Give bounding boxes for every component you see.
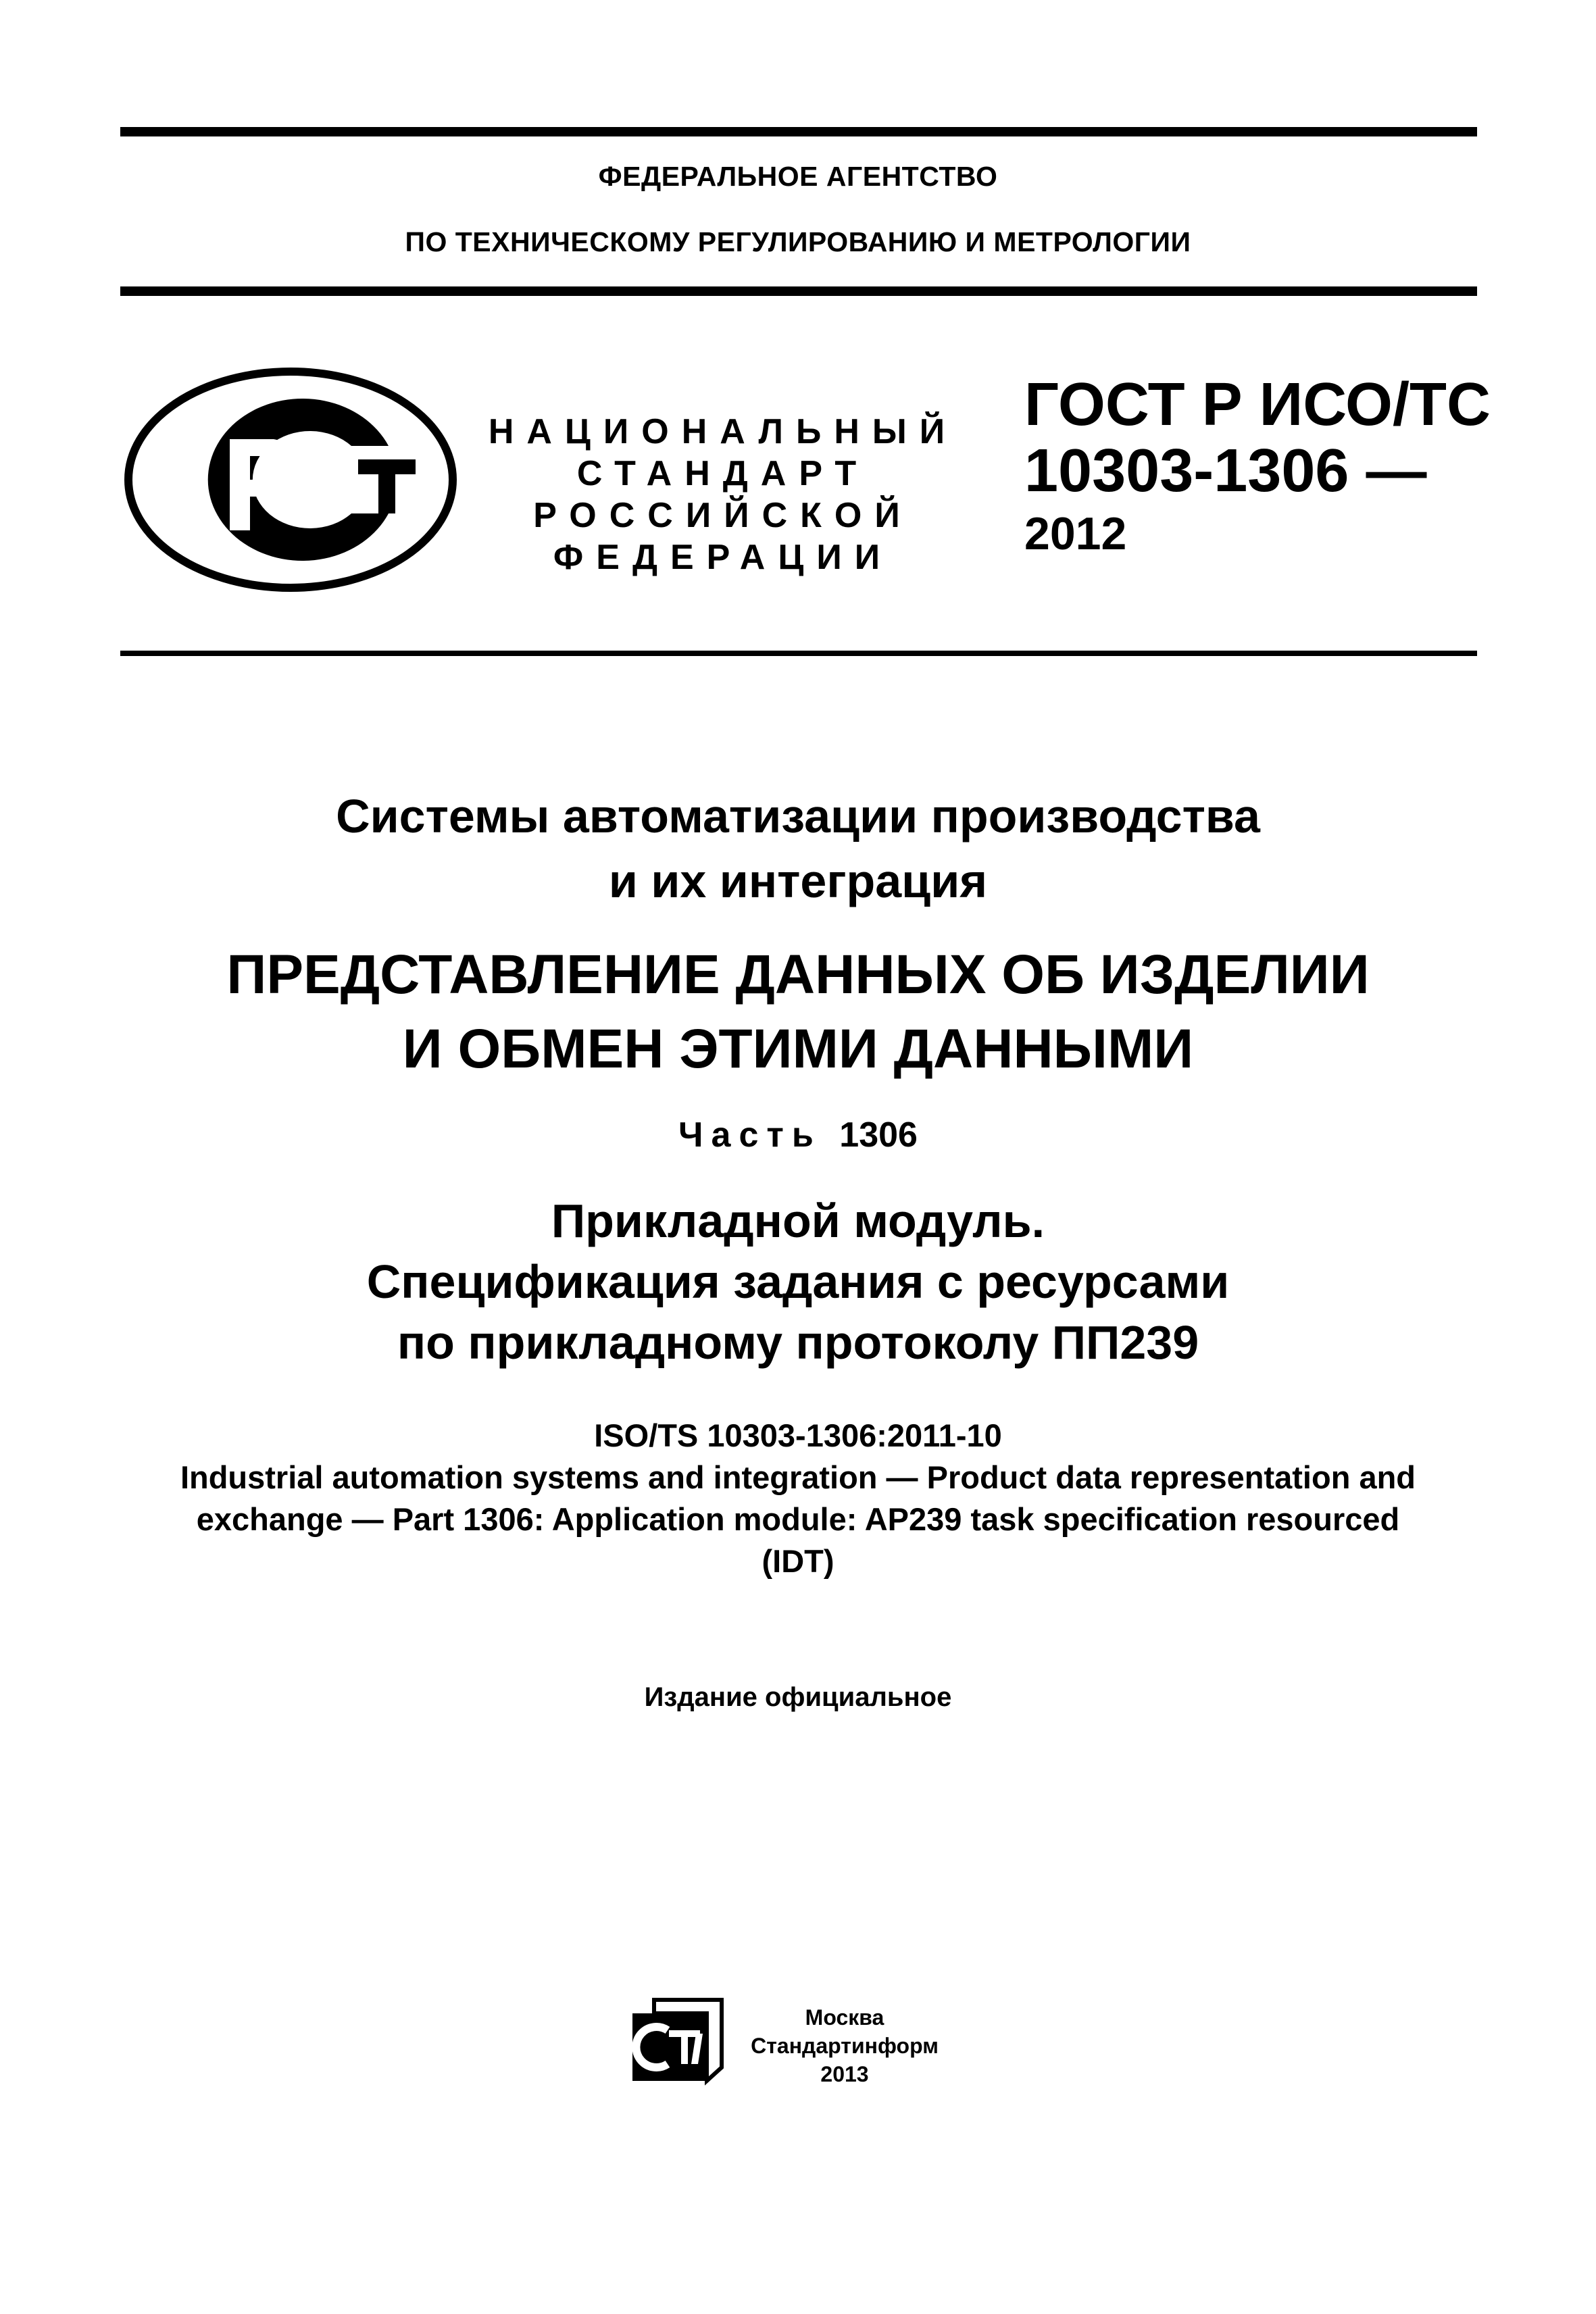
- general-title-line: и их интеграция: [608, 855, 988, 907]
- national-standard-label: [487, 411, 959, 578]
- general-title-line: Системы автоматизации производства: [336, 790, 1260, 842]
- main-title-line: И ОБМЕН ЭТИМИ ДАННЫМИ: [402, 1018, 1194, 1080]
- part-title-line: по прикладному протоколу ПП239: [397, 1316, 1199, 1369]
- publisher-info: [730, 2003, 959, 2088]
- designation-line-2: 10303-1306 —: [1024, 437, 1427, 505]
- part-title-line: Прикладной модуль.: [551, 1194, 1045, 1247]
- rst-conformity-mark-icon: [122, 365, 459, 595]
- iso-title-line: Industrial automation systems and integration — Product data representation and: [180, 1459, 1416, 1495]
- designation-year: 2012: [1024, 508, 1127, 559]
- part-title-line: Спецификация задания с ресурсами: [366, 1255, 1230, 1308]
- standartinform-logo-icon: [627, 1993, 728, 2088]
- agency-line-1: ФЕДЕРАЛЬНОЕ АГЕНТСТВО: [598, 161, 998, 192]
- edition-label: Издание официальное: [644, 1682, 952, 1712]
- national-standard-line: РОССИЙСКОЙ: [533, 496, 913, 535]
- publisher-year: 2013: [820, 2062, 869, 2086]
- part-title: [0, 1190, 1596, 1373]
- header-rule: [120, 651, 1477, 656]
- main-title-line: ПРЕДСТАВЛЕНИЕ ДАННЫХ ОБ ИЗДЕЛИИ: [226, 944, 1370, 1005]
- main-title: [0, 938, 1596, 1086]
- designation-line-1: ГОСТ Р ИСО/ТС: [1024, 371, 1491, 438]
- part-label: [0, 1115, 1596, 1155]
- agency-line-2: ПО ТЕХНИЧЕСКОМУ РЕГУЛИРОВАНИЮ И МЕТРОЛОГИИ: [405, 226, 1191, 257]
- top-rule: [120, 127, 1477, 136]
- part-number: 1306: [839, 1115, 918, 1155]
- national-standard-line: НАЦИОНАЛЬНЫЙ: [488, 412, 958, 451]
- iso-title-line: (IDT): [762, 1543, 834, 1579]
- standard-designation: [1024, 372, 1497, 563]
- agency-rule: [120, 286, 1477, 296]
- national-standard-line: ФЕДЕРАЦИИ: [553, 538, 893, 577]
- national-standard-line: СТАНДАРТ: [576, 454, 870, 493]
- iso-title-line: exchange — Part 1306: Application module: AP239 task specification resourced: [196, 1501, 1400, 1537]
- publisher-city: Москва: [805, 2005, 884, 2030]
- iso-code: ISO/TS 10303-1306:2011-10: [594, 1417, 1002, 1453]
- part-word: Часть: [678, 1115, 822, 1155]
- iso-reference: [0, 1415, 1596, 1582]
- publisher-name: Стандартинформ: [751, 2034, 939, 2058]
- general-title: [0, 784, 1596, 913]
